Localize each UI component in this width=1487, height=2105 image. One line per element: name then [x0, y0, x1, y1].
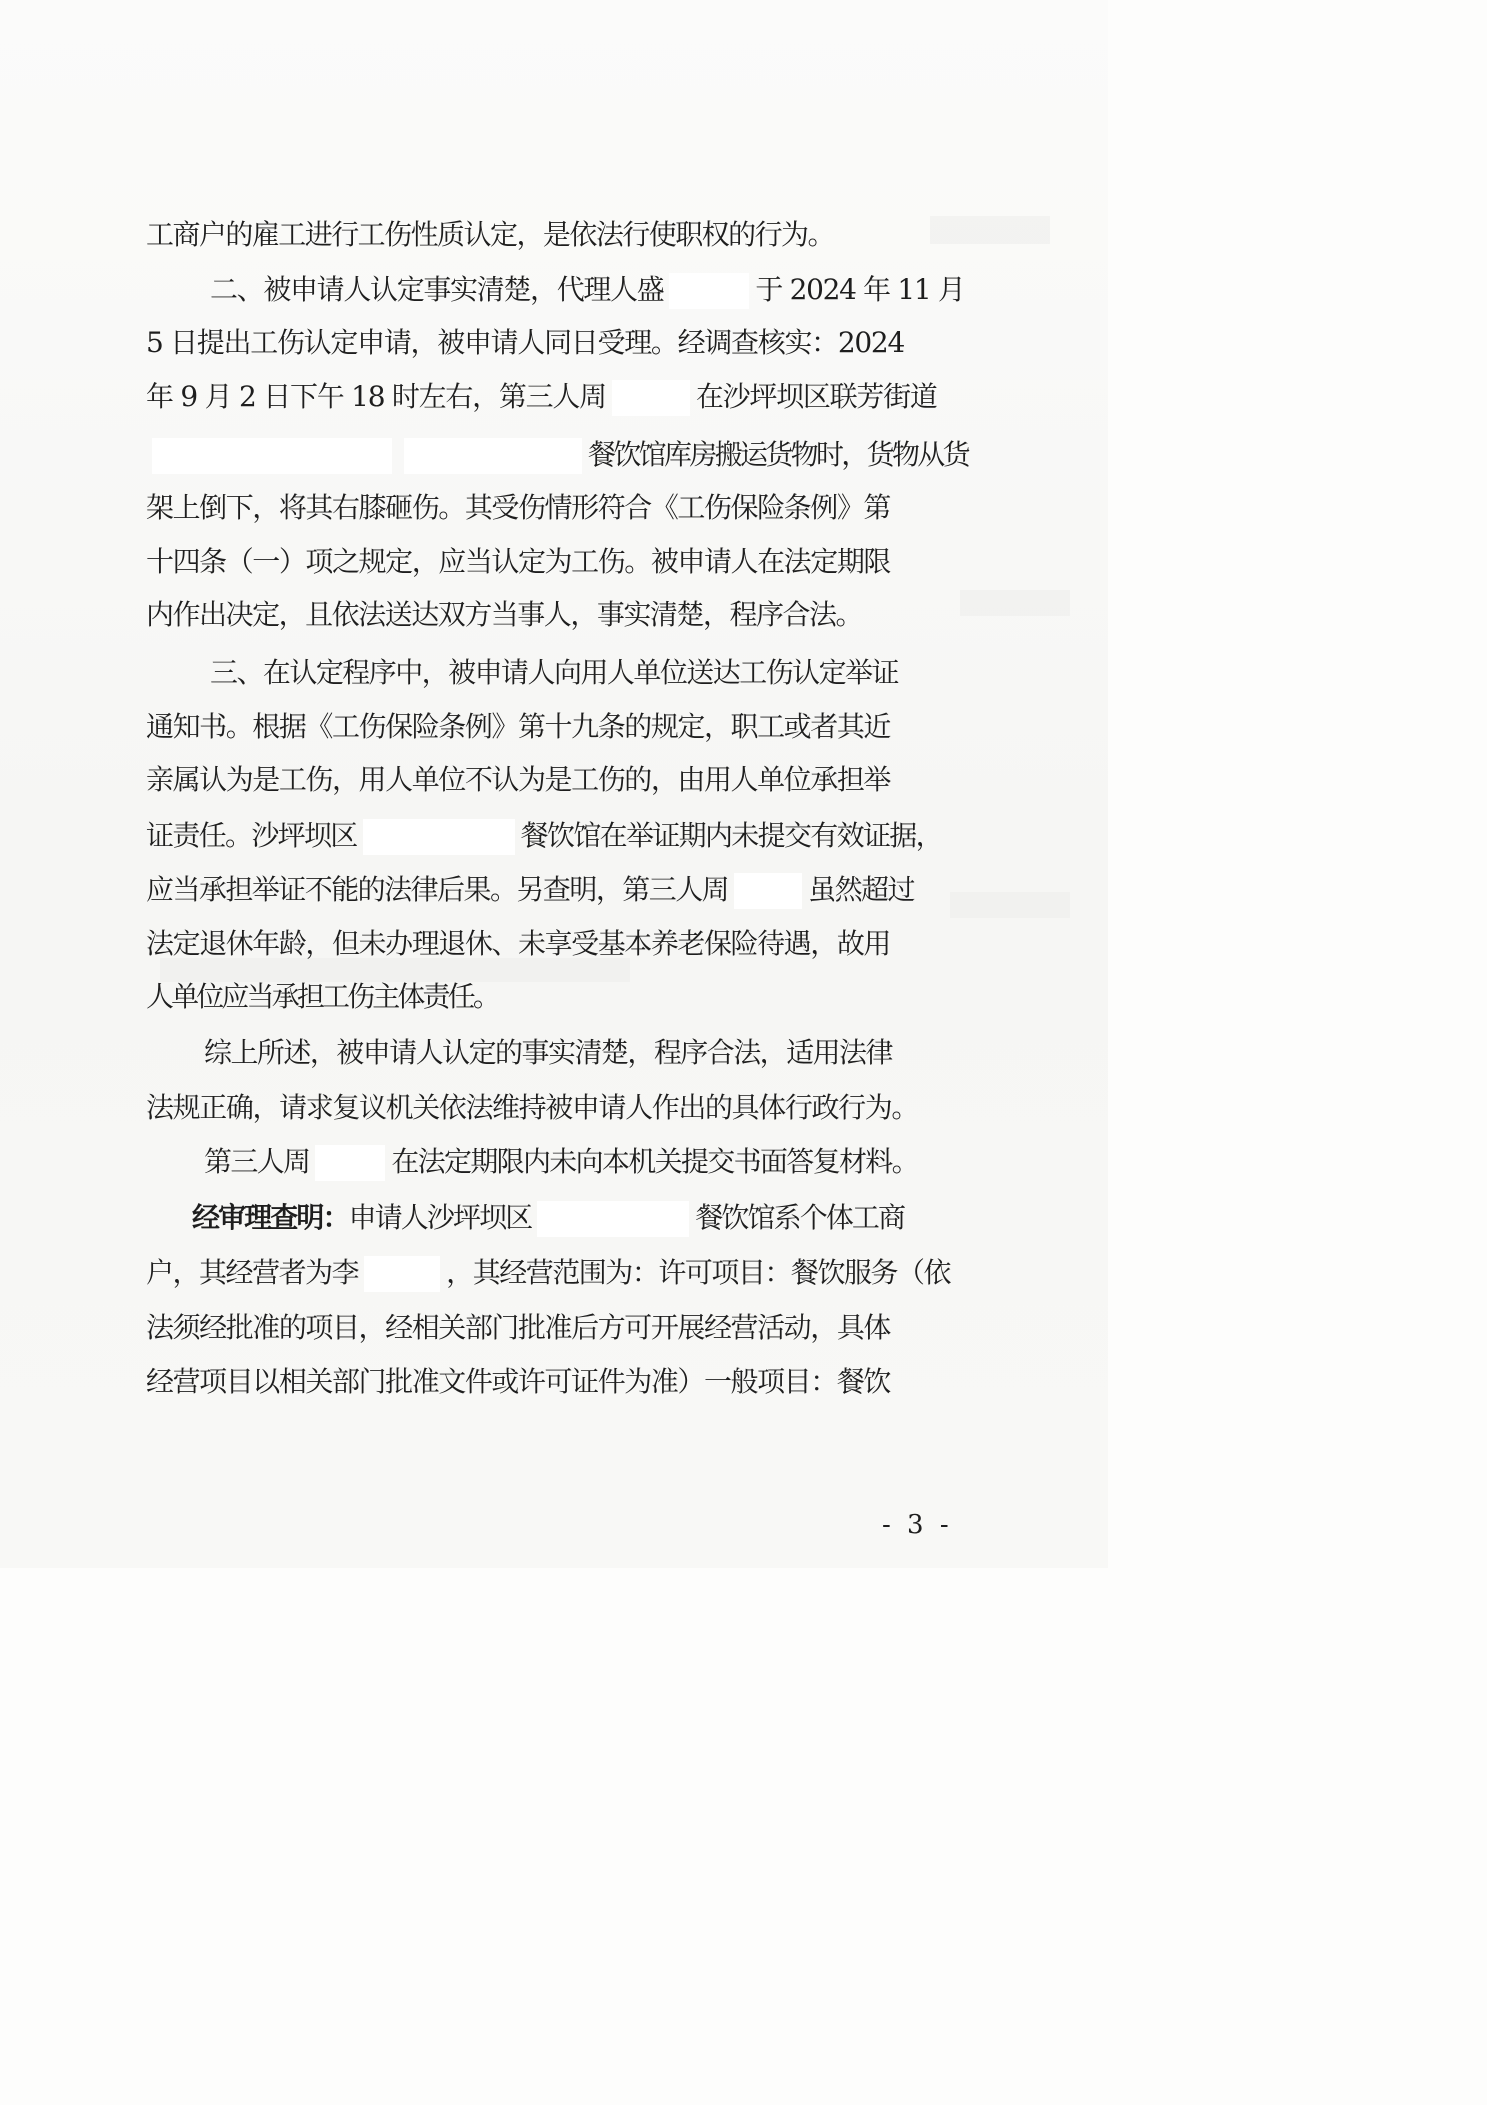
- text-line: [146, 1248, 994, 1298]
- body-text-segment: 证责任。沙坪坝区: [146, 819, 357, 852]
- text-line: [204, 1028, 1002, 1078]
- text-line: [146, 755, 1012, 805]
- body-text-segment: 应当承担举证不能的法律后果。另查明，第三人周: [146, 873, 729, 906]
- text-line: [146, 1303, 998, 1353]
- body-text-segment: 架上倒下，将其右膝砸伤。其受伤情形符合《工伤保险条例》第: [146, 491, 890, 524]
- body-text-segment: 年 9 月 2 日下午 18 时左右，第三人周: [146, 380, 606, 413]
- body-text-segment: 于 2024 年 11 月: [755, 273, 965, 306]
- body-text-segment: 三、在认定程序中，被申请人向用人单位送达工伤认定举证: [210, 656, 898, 689]
- text-line: [146, 972, 596, 1022]
- text-line: [146, 372, 1010, 422]
- text-line: [146, 537, 1012, 587]
- redaction-box: [537, 1201, 689, 1237]
- body-text-segment: 法须经批准的项目，经相关部门批准后方可开展经营活动，具体: [146, 1311, 890, 1344]
- body-text-segment: 综上所述，被申请人认定的事实清楚，程序合法，适用法律: [204, 1036, 892, 1069]
- body-text-segment: 餐饮馆系个体工商: [695, 1201, 905, 1234]
- body-text-segment: 在法定期限内未向本机关提交书面答复材料。: [391, 1145, 918, 1178]
- redaction-box: [669, 273, 749, 309]
- text-line: [146, 865, 998, 915]
- text-line: [146, 811, 1016, 861]
- redaction-box: [152, 438, 392, 474]
- body-text-segment: 餐饮馆库房搬运货物时，货物从货: [588, 438, 968, 471]
- scan-bleed-mark: [960, 590, 1070, 616]
- text-line: [146, 1083, 1012, 1133]
- section-heading-text: 经审理查明：: [192, 1201, 349, 1234]
- redaction-box: [315, 1145, 385, 1181]
- redaction-box: [364, 1256, 440, 1292]
- text-line: [210, 648, 1012, 698]
- redaction-box: [734, 873, 802, 909]
- text-line: [210, 265, 1008, 315]
- body-text-segment: 亲属认为是工伤，用人单位不认为是工伤的，由用人单位承担举: [146, 763, 890, 796]
- body-text-segment: 5 日提出工伤认定申请，被申请人同日受理。经调查核实：2024: [146, 326, 904, 359]
- redaction-box: [612, 380, 690, 416]
- body-text-segment: ，其经营范围为：许可项目：餐饮服务（依: [446, 1256, 951, 1289]
- body-text-segment: 人单位应当承担工伤主体责任。: [146, 980, 498, 1013]
- body-text-segment: 二、被申请人认定事实清楚，代理人盛: [210, 273, 664, 306]
- body-text-segment: 申请人沙坪坝区: [348, 1201, 532, 1234]
- text-line: [146, 483, 1012, 533]
- text-line: [146, 590, 970, 640]
- text-line: [146, 210, 950, 260]
- page-number: - 3 -: [882, 1510, 953, 1540]
- text-line: [146, 1357, 992, 1407]
- body-text-segment: 十四条（一）项之规定，应当认定为工伤。被申请人在法定期限: [146, 545, 890, 578]
- text-line: [204, 1137, 998, 1187]
- body-text-segment: 工商户的雇工进行工伤性质认定，是依法行使职权的行为。: [146, 218, 834, 251]
- body-text-segment: 餐饮馆在举证期内未提交有效证据，: [520, 819, 942, 852]
- body-text-segment: 法定退休年龄，但未办理退休、未享受基本养老保险待遇，故用: [146, 927, 890, 960]
- body-text-segment: 在沙坪坝区联芳街道: [695, 380, 937, 413]
- body-text-segment: 通知书。根据《工伤保险条例》第十九条的规定，职工或者其近: [146, 710, 890, 743]
- text-line: [192, 1193, 992, 1243]
- text-line: [146, 919, 1012, 969]
- text-line: [146, 430, 1012, 480]
- text-line: [146, 702, 1012, 752]
- body-text-segment: 内作出决定，且依法送达双方当事人，事实清楚，程序合法。: [146, 598, 863, 631]
- redaction-box: [363, 819, 515, 855]
- body-text-segment: 经营项目以相关部门批准文件或许可证件为准）一般项目：餐饮: [146, 1365, 890, 1398]
- body-text-segment: 法规正确，请求复议机关依法维持被申请人作出的具体行政行为。: [146, 1091, 918, 1124]
- body-text-segment: 第三人周: [204, 1145, 310, 1178]
- text-line: [146, 318, 1012, 368]
- body-text-segment: 户，其经营者为李: [146, 1256, 359, 1289]
- redaction-box: [404, 438, 582, 474]
- body-text-segment: 虽然超过: [808, 873, 914, 906]
